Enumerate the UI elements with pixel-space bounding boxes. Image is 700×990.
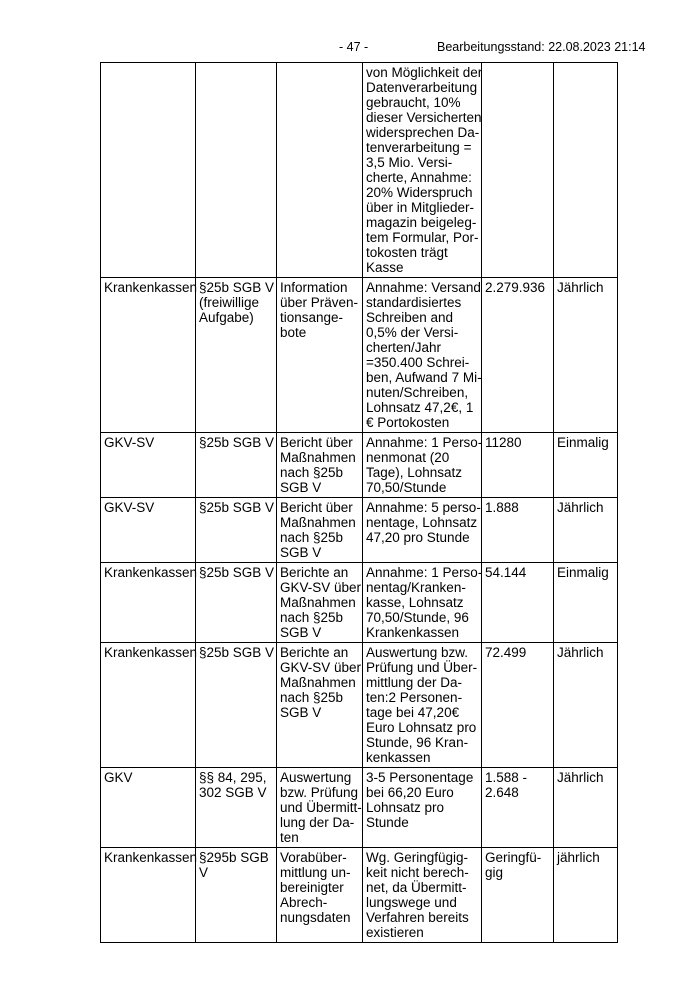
cell-obligation	[277, 563, 363, 643]
cell-cost	[482, 63, 554, 278]
cell-line: 70,50/Stunde, 96	[366, 610, 469, 625]
cell-line: dieser Versicherten	[366, 110, 482, 125]
cell-line: 2.279.936	[485, 280, 546, 295]
cell-line: Einmalig	[557, 565, 609, 580]
cell-frequency	[554, 563, 618, 643]
cell-line: Euro Lohnsatz pro	[366, 720, 477, 735]
cell-obligation	[277, 498, 363, 563]
cell-actor	[101, 768, 196, 848]
cell-line: Lohnsatz 47,2€, 1	[366, 400, 474, 415]
cell-line: gig	[485, 865, 504, 880]
cell-cost	[482, 498, 554, 563]
cell-line: Annahme: 1 Perso-	[366, 565, 483, 580]
cell-line: Annahme: Versand	[366, 280, 481, 295]
cell-frequency	[554, 643, 618, 768]
cell-line: Krankenkassen	[104, 280, 198, 295]
table-row	[101, 563, 618, 643]
table-row	[101, 643, 618, 768]
cost-table	[100, 62, 618, 943]
cell-line: tage bei 47,20€	[366, 705, 460, 720]
cell-line: Annahme: 5 perso-	[366, 500, 481, 515]
cell-line: SGB V	[280, 480, 322, 495]
cell-legal-basis	[196, 433, 277, 498]
cell-line: bote	[280, 325, 307, 340]
cell-line: ben, Aufwand 7 Mi-	[366, 370, 482, 385]
cell-legal-basis	[196, 768, 277, 848]
table-row	[101, 278, 618, 433]
table-row	[101, 848, 618, 943]
cell-line: kenkassen	[366, 750, 431, 765]
cell-line: cherte, Annahme:	[366, 170, 472, 185]
cell-line: nentage, Lohnsatz	[366, 515, 478, 530]
cell-legal-basis	[196, 278, 277, 433]
cell-frequency	[554, 848, 618, 943]
cell-legal-basis	[196, 643, 277, 768]
page-number: - 47 -	[339, 40, 369, 54]
cell-obligation	[277, 643, 363, 768]
cell-line: §25b SGB V	[199, 500, 275, 515]
cell-obligation	[277, 63, 363, 278]
cell-line: lungswege und	[366, 895, 457, 910]
cell-line: 1.588 -	[485, 770, 528, 785]
cell-line: Annahme: 1 Perso-	[366, 435, 483, 450]
cell-line: GKV-SV über	[280, 580, 362, 595]
cell-line: 11280	[485, 435, 522, 450]
cell-line: mittlung der Da-	[366, 675, 463, 690]
cell-line: existieren	[366, 925, 424, 940]
cell-line: Berichte an	[280, 645, 349, 660]
cell-line: Einmalig	[557, 435, 609, 450]
cell-line: mittlung un-	[280, 865, 351, 880]
cell-legal-basis	[196, 563, 277, 643]
cost-table-body	[101, 63, 618, 943]
cell-line: Verfahren bereits	[366, 910, 469, 925]
cell-calculation	[363, 848, 482, 943]
cell-line: Maßnahmen	[280, 595, 356, 610]
cell-legal-basis	[196, 63, 277, 278]
cell-line: 72.499	[485, 645, 527, 660]
cell-line: Wg. Geringfügig-	[366, 850, 469, 865]
cell-line: über Präven-	[280, 295, 359, 310]
cell-frequency	[554, 433, 618, 498]
cell-line: 1.888	[485, 500, 519, 515]
cell-line: 302 SGB V	[199, 785, 267, 800]
cell-line: §§ 84, 295,	[199, 770, 267, 785]
cell-line: 47,20 pro Stunde	[366, 530, 470, 545]
cell-line: nach §25b	[280, 530, 344, 545]
cell-line: SGB V	[280, 705, 322, 720]
cell-line: lung der Da-	[280, 815, 355, 830]
cell-cost	[482, 643, 554, 768]
cell-line: GKV-SV über	[280, 660, 362, 675]
cell-actor	[101, 63, 196, 278]
cell-line: nach §25b	[280, 465, 344, 480]
cell-line: Stunde	[366, 815, 409, 830]
cell-cost	[482, 848, 554, 943]
cell-line: jährlich	[557, 850, 600, 865]
cell-line: 70,50/Stunde	[366, 480, 447, 495]
cell-line: ten:2 Personen-	[366, 690, 463, 705]
cell-obligation	[277, 278, 363, 433]
cell-calculation	[363, 768, 482, 848]
cell-line: nach §25b	[280, 690, 344, 705]
cell-line: Lohnsatz pro	[366, 800, 445, 815]
cell-line: Maßnahmen	[280, 515, 356, 530]
cell-line: Berichte an	[280, 565, 349, 580]
cell-line: §25b SGB V	[199, 435, 275, 450]
cell-calculation	[363, 498, 482, 563]
cell-line: nentag/Kranken-	[366, 580, 466, 595]
cell-line: Jährlich	[557, 280, 604, 295]
cell-cost	[482, 433, 554, 498]
cell-line: nenmonat (20	[366, 450, 450, 465]
cell-line: Aufgabe)	[199, 310, 254, 325]
cell-cost	[482, 768, 554, 848]
cell-line: Maßnahmen	[280, 450, 356, 465]
cell-line: gebraucht, 10%	[366, 95, 461, 110]
cell-line: widersprechen Da-	[366, 125, 480, 140]
cell-line: Bericht über	[280, 435, 353, 450]
cell-actor	[101, 643, 196, 768]
cell-cost	[482, 563, 554, 643]
cell-actor	[101, 498, 196, 563]
cell-line: V	[199, 865, 209, 880]
cell-line: Krankenkassen	[104, 645, 198, 660]
cell-line: GKV	[104, 770, 133, 785]
cell-line: §25b SGB V	[199, 280, 275, 295]
cell-line: bei 66,20 Euro	[366, 785, 454, 800]
cell-line: 54.144	[485, 565, 527, 580]
cell-line: € Portokosten	[366, 415, 450, 430]
cell-line: Krankenkassen	[104, 565, 198, 580]
cell-line: nach §25b	[280, 610, 344, 625]
cell-line: 3-5 Personentage	[366, 770, 474, 785]
page-header	[0, 40, 700, 60]
cell-line: GKV-SV	[104, 500, 155, 515]
cell-legal-basis	[196, 498, 277, 563]
cell-line: standardisiertes	[366, 295, 462, 310]
cell-line: tokosten trägt	[366, 245, 448, 260]
cell-line: Vorabüber-	[280, 850, 347, 865]
cell-actor	[101, 433, 196, 498]
cell-obligation	[277, 433, 363, 498]
cell-line: Information	[280, 280, 348, 295]
cell-obligation	[277, 768, 363, 848]
cell-line: §25b SGB V	[199, 565, 275, 580]
cell-line: nungsdaten	[280, 910, 351, 925]
cell-line: Jährlich	[557, 500, 604, 515]
cell-line: tionsange-	[280, 310, 344, 325]
edit-status: Bearbeitungsstand: 22.08.2023 21:14	[437, 40, 646, 54]
cell-actor	[101, 848, 196, 943]
cell-line: Krankenkassen	[366, 625, 460, 640]
cell-line: Jährlich	[557, 770, 604, 785]
cell-calculation	[363, 643, 482, 768]
cell-line: Datenverarbeitung	[366, 80, 478, 95]
cell-line: 3,5 Mio. Versi-	[366, 155, 453, 170]
cell-line: Schreiben and	[366, 310, 454, 325]
cell-line: Abrech-	[280, 895, 328, 910]
cell-line: Auswertung	[280, 770, 352, 785]
cell-calculation	[363, 563, 482, 643]
cell-calculation	[363, 433, 482, 498]
cell-line: Kasse	[366, 260, 404, 275]
table-row	[101, 63, 618, 278]
cell-line: und Übermitt-	[280, 800, 362, 815]
cell-line: 0,5% der Versi-	[366, 325, 459, 340]
cell-line: keit nicht berech-	[366, 865, 469, 880]
cell-line: Krankenkassen	[104, 850, 198, 865]
cell-line: Stunde, 96 Kran-	[366, 735, 469, 750]
cell-cost	[482, 278, 554, 433]
cell-line: Jährlich	[557, 645, 604, 660]
cell-line: bzw. Prüfung	[280, 785, 359, 800]
cell-line: SGB V	[280, 625, 322, 640]
cell-line: Tage), Lohnsatz	[366, 465, 463, 480]
cell-line: net, da Übermitt-	[366, 880, 467, 895]
cell-line: SGB V	[280, 545, 322, 560]
table-row	[101, 768, 618, 848]
table-row	[101, 433, 618, 498]
cell-calculation	[363, 63, 482, 278]
cell-frequency	[554, 278, 618, 433]
cell-line: tenverarbeitung =	[366, 140, 472, 155]
cell-line: GKV-SV	[104, 435, 155, 450]
cell-obligation	[277, 848, 363, 943]
cell-line: §295b SGB	[199, 850, 269, 865]
cell-line: 2.648	[485, 785, 519, 800]
cell-line: 20% Widerspruch	[366, 185, 473, 200]
cell-line: Maßnahmen	[280, 675, 356, 690]
cell-line: Auswertung bzw.	[366, 645, 469, 660]
cell-actor	[101, 563, 196, 643]
cell-line: magazin beigeleg-	[366, 215, 477, 230]
cell-line: kasse, Lohnsatz	[366, 595, 464, 610]
cell-line: über in Mitglieder-	[366, 200, 475, 215]
cell-line: Bericht über	[280, 500, 353, 515]
cell-line: Geringfü-	[485, 850, 542, 865]
cell-line: (freiwillige	[199, 295, 260, 310]
cell-frequency	[554, 768, 618, 848]
cell-line: von Möglichkeit der	[366, 65, 483, 80]
cell-calculation	[363, 278, 482, 433]
cell-line: cherten/Jahr	[366, 340, 442, 355]
cell-line: §25b SGB V	[199, 645, 275, 660]
cell-line: nuten/Schreiben,	[366, 385, 469, 400]
cell-legal-basis	[196, 848, 277, 943]
cell-frequency	[554, 498, 618, 563]
table-row	[101, 498, 618, 563]
cell-line: Prüfung und Über-	[366, 660, 478, 675]
cell-frequency	[554, 63, 618, 278]
cell-line: ten	[280, 830, 299, 845]
cell-line: =350.400 Schrei-	[366, 355, 470, 370]
cell-line: bereinigter	[280, 880, 344, 895]
cell-line: tem Formular, Por-	[366, 230, 479, 245]
cell-actor	[101, 278, 196, 433]
